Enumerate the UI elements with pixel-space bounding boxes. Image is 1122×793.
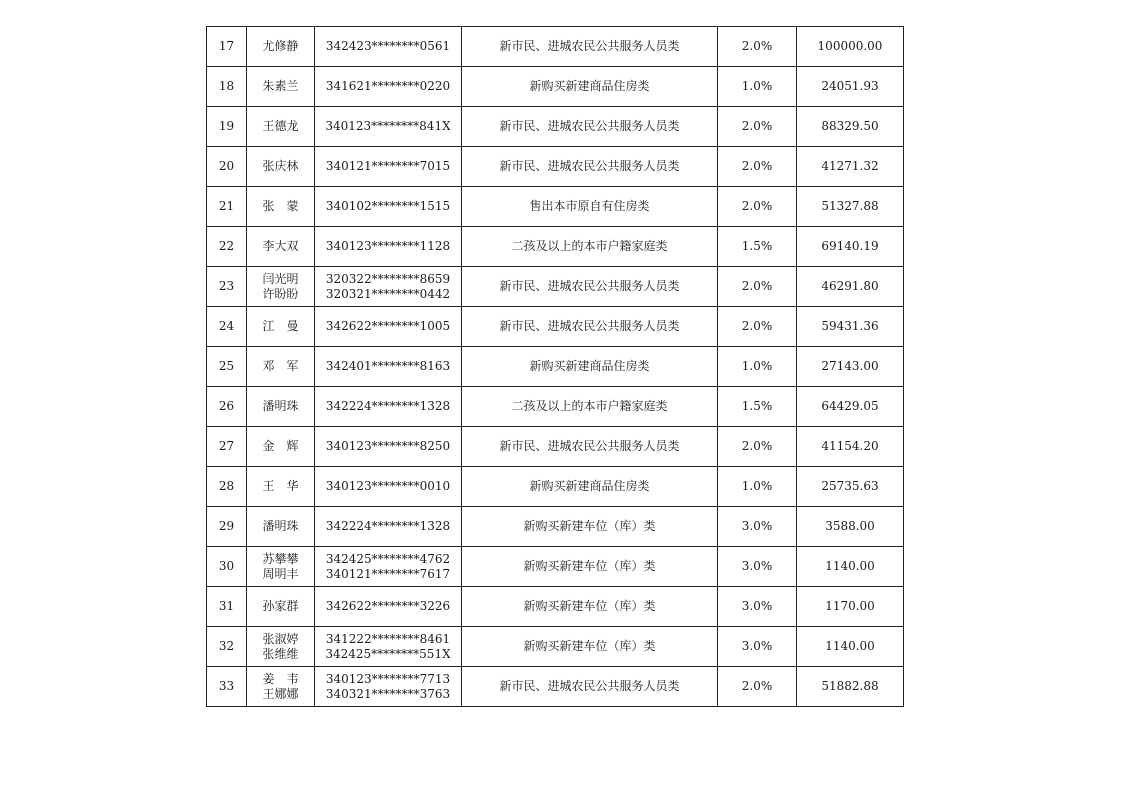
id-number: 342224********1328	[325, 519, 451, 533]
person-name: 孙家群	[262, 599, 299, 613]
id-number: 340321********3763	[325, 686, 451, 701]
id-number: 320322********8659	[325, 271, 451, 286]
person-name: 周明丰	[262, 566, 299, 581]
amount-cell: 25735.63	[797, 467, 904, 507]
id-number-cell	[315, 187, 462, 227]
id-number-cell	[315, 507, 462, 547]
name-cell	[247, 67, 315, 107]
table-row	[207, 627, 904, 667]
table-row	[207, 187, 904, 227]
amount-cell: 1140.00	[797, 547, 904, 587]
amount-cell: 64429.05	[797, 387, 904, 427]
id-number: 342224********1328	[325, 399, 451, 413]
row-number-cell: 17	[207, 27, 247, 67]
amount-cell: 51882.88	[797, 667, 904, 707]
id-number: 340102********1515	[325, 199, 451, 213]
row-number-cell: 21	[207, 187, 247, 227]
person-name: 金 辉	[262, 439, 299, 453]
row-number-cell: 18	[207, 67, 247, 107]
id-number: 340123********0010	[325, 479, 451, 493]
rate-cell: 1.5%	[718, 387, 797, 427]
row-number-cell: 32	[207, 627, 247, 667]
table-row	[207, 427, 904, 467]
amount-cell: 100000.00	[797, 27, 904, 67]
person-name: 姜 韦	[262, 671, 299, 686]
rate-cell: 1.0%	[718, 67, 797, 107]
category-cell: 新购买新建商品住房类	[462, 347, 718, 387]
category-cell: 新市民、进城农民公共服务人员类	[462, 27, 718, 67]
name-cell	[247, 467, 315, 507]
id-number: 342622********1005	[325, 319, 451, 333]
id-number: 341222********8461	[325, 631, 451, 646]
name-cell	[247, 27, 315, 67]
id-number-cell	[315, 347, 462, 387]
person-name: 许盼盼	[262, 286, 299, 301]
rate-cell: 1.0%	[718, 347, 797, 387]
row-number-cell: 19	[207, 107, 247, 147]
id-number: 342401********8163	[325, 359, 451, 373]
person-name: 张淑婷	[262, 631, 299, 646]
row-number-cell: 31	[207, 587, 247, 627]
id-number-cell	[315, 267, 462, 307]
table-row	[207, 467, 904, 507]
row-number-cell: 30	[207, 547, 247, 587]
name-cell	[247, 507, 315, 547]
category-cell: 二孩及以上的本市户籍家庭类	[462, 387, 718, 427]
id-number-cell	[315, 307, 462, 347]
name-cell	[247, 667, 315, 707]
amount-cell: 46291.80	[797, 267, 904, 307]
id-number-cell	[315, 667, 462, 707]
person-name: 邓 军	[262, 359, 299, 373]
amount-cell: 69140.19	[797, 227, 904, 267]
table-row	[207, 307, 904, 347]
id-number: 342425********4762	[325, 551, 451, 566]
person-name: 潘明珠	[262, 519, 299, 533]
name-cell	[247, 347, 315, 387]
amount-cell: 41154.20	[797, 427, 904, 467]
id-number: 340123********8250	[325, 439, 451, 453]
id-number: 320321********0442	[325, 286, 451, 301]
category-cell: 新购买新建车位（库）类	[462, 547, 718, 587]
category-cell: 新市民、进城农民公共服务人员类	[462, 107, 718, 147]
person-name: 李大双	[262, 239, 299, 253]
amount-cell: 59431.36	[797, 307, 904, 347]
person-name: 江 曼	[262, 319, 299, 333]
category-cell: 新市民、进城农民公共服务人员类	[462, 307, 718, 347]
id-number: 340123********7713	[325, 671, 451, 686]
name-cell	[247, 147, 315, 187]
row-number-cell: 27	[207, 427, 247, 467]
amount-cell: 1140.00	[797, 627, 904, 667]
id-number-cell	[315, 227, 462, 267]
name-cell	[247, 107, 315, 147]
id-number: 342622********3226	[325, 599, 451, 613]
id-number: 342423********0561	[325, 39, 451, 53]
person-name: 朱素兰	[262, 79, 299, 93]
table-row	[207, 147, 904, 187]
id-number-cell	[315, 587, 462, 627]
table-row	[207, 347, 904, 387]
name-cell	[247, 627, 315, 667]
row-number-cell: 22	[207, 227, 247, 267]
rate-cell: 1.0%	[718, 467, 797, 507]
rate-cell: 2.0%	[718, 27, 797, 67]
table-row	[207, 67, 904, 107]
person-name: 闫光明	[262, 271, 299, 286]
category-cell: 新市民、进城农民公共服务人员类	[462, 267, 718, 307]
id-number-cell	[315, 147, 462, 187]
table-row	[207, 387, 904, 427]
name-cell	[247, 267, 315, 307]
amount-cell: 41271.32	[797, 147, 904, 187]
person-name: 王 华	[262, 479, 299, 493]
amount-cell: 51327.88	[797, 187, 904, 227]
table-row	[207, 547, 904, 587]
person-name: 张庆林	[262, 159, 299, 173]
row-number-cell: 25	[207, 347, 247, 387]
category-cell: 二孩及以上的本市户籍家庭类	[462, 227, 718, 267]
amount-cell: 1170.00	[797, 587, 904, 627]
row-number-cell: 26	[207, 387, 247, 427]
amount-cell: 88329.50	[797, 107, 904, 147]
row-number-cell: 24	[207, 307, 247, 347]
rate-cell: 2.0%	[718, 107, 797, 147]
id-number-cell	[315, 107, 462, 147]
table-row	[207, 267, 904, 307]
rate-cell: 2.0%	[718, 427, 797, 467]
name-cell	[247, 427, 315, 467]
person-name: 张维维	[262, 646, 299, 661]
table-body	[207, 27, 904, 707]
rate-cell: 2.0%	[718, 147, 797, 187]
amount-cell: 24051.93	[797, 67, 904, 107]
person-name: 张 蒙	[262, 199, 299, 213]
rate-cell: 3.0%	[718, 547, 797, 587]
person-name: 苏攀攀	[262, 551, 299, 566]
row-number-cell: 23	[207, 267, 247, 307]
name-cell	[247, 227, 315, 267]
category-cell: 新市民、进城农民公共服务人员类	[462, 667, 718, 707]
table-row	[207, 27, 904, 67]
row-number-cell: 28	[207, 467, 247, 507]
rate-cell: 2.0%	[718, 267, 797, 307]
rate-cell: 2.0%	[718, 307, 797, 347]
id-number-cell	[315, 27, 462, 67]
category-cell: 新购买新建商品住房类	[462, 67, 718, 107]
row-number-cell: 33	[207, 667, 247, 707]
rate-cell: 3.0%	[718, 507, 797, 547]
row-number-cell: 29	[207, 507, 247, 547]
rate-cell: 2.0%	[718, 187, 797, 227]
name-cell	[247, 187, 315, 227]
person-name: 王娜娜	[262, 686, 299, 701]
id-number: 342425********551X	[325, 646, 451, 661]
amount-cell: 27143.00	[797, 347, 904, 387]
id-number: 340123********841X	[325, 119, 451, 133]
subsidy-table	[206, 26, 904, 707]
id-number-cell	[315, 627, 462, 667]
id-number: 340121********7617	[325, 566, 451, 581]
id-number-cell	[315, 467, 462, 507]
category-cell: 新市民、进城农民公共服务人员类	[462, 427, 718, 467]
table-row	[207, 507, 904, 547]
id-number-cell	[315, 547, 462, 587]
name-cell	[247, 307, 315, 347]
row-number-cell: 20	[207, 147, 247, 187]
rate-cell: 3.0%	[718, 627, 797, 667]
name-cell	[247, 547, 315, 587]
table-row	[207, 667, 904, 707]
id-number-cell	[315, 427, 462, 467]
table-row	[207, 107, 904, 147]
category-cell: 新购买新建车位（库）类	[462, 507, 718, 547]
id-number: 341621********0220	[325, 79, 451, 93]
id-number: 340121********7015	[325, 159, 451, 173]
category-cell: 新购买新建商品住房类	[462, 467, 718, 507]
rate-cell: 2.0%	[718, 667, 797, 707]
category-cell: 新购买新建车位（库）类	[462, 587, 718, 627]
person-name: 王德龙	[262, 119, 299, 133]
category-cell: 新购买新建车位（库）类	[462, 627, 718, 667]
id-number-cell	[315, 387, 462, 427]
id-number: 340123********1128	[325, 239, 451, 253]
category-cell: 新市民、进城农民公共服务人员类	[462, 147, 718, 187]
table-row	[207, 227, 904, 267]
name-cell	[247, 387, 315, 427]
id-number-cell	[315, 67, 462, 107]
name-cell	[247, 587, 315, 627]
category-cell: 售出本市原自有住房类	[462, 187, 718, 227]
person-name: 尤修静	[262, 39, 299, 53]
amount-cell: 3588.00	[797, 507, 904, 547]
table-row	[207, 587, 904, 627]
rate-cell: 1.5%	[718, 227, 797, 267]
rate-cell: 3.0%	[718, 587, 797, 627]
person-name: 潘明珠	[262, 399, 299, 413]
